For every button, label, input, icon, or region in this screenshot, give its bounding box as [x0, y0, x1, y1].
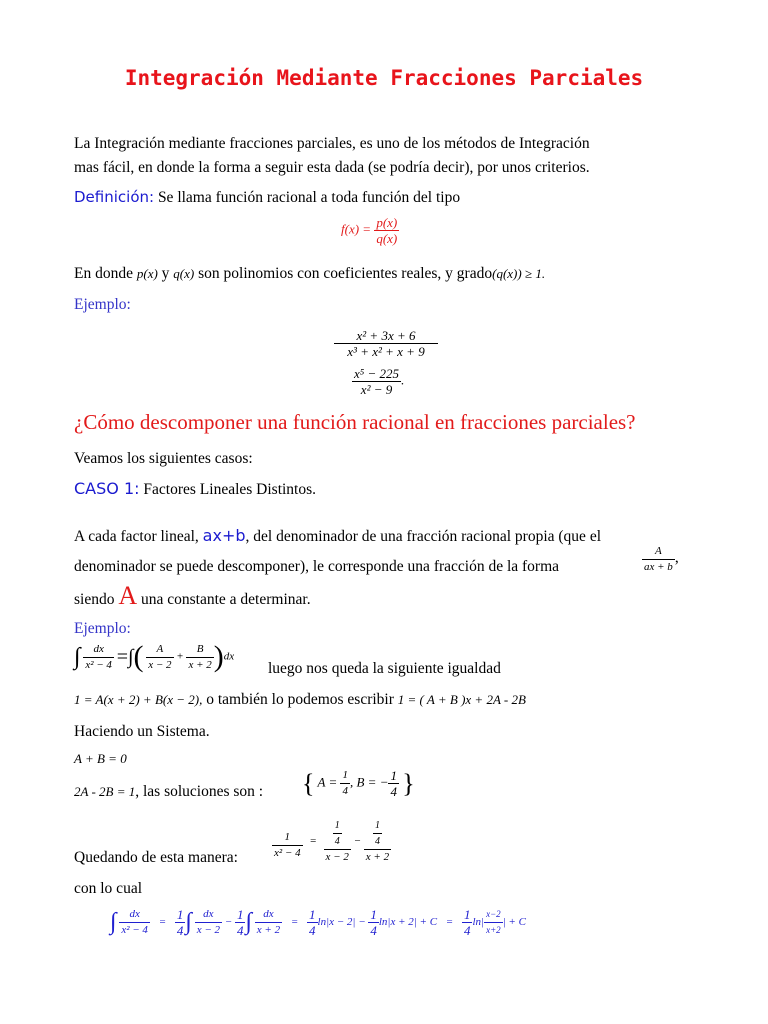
final-one-1: 1 [176, 907, 184, 922]
example-1-fraction-2 [352, 366, 404, 397]
decomposition [272, 818, 391, 865]
solutions-text: , las soluciones son : [135, 783, 264, 800]
system-line-2 [74, 780, 263, 804]
para-text-2: denominador se puede descomponer), le corresponde una fracción de la forma [74, 558, 560, 575]
sistema-heading: Haciendo un Sistema. [74, 723, 210, 740]
quarter-num-2: 1 [373, 818, 382, 834]
formula-fraction [374, 215, 399, 246]
identity-line [74, 688, 526, 712]
luego-text: luego nos queda la siguiente igualdad [268, 660, 501, 677]
one-numerator: 1 [340, 768, 350, 784]
example-1-den-2: x² − 9 [360, 382, 393, 397]
formula-denominator: q(x) [376, 231, 398, 246]
final-four-4: 4 [370, 923, 377, 938]
x-plus-2-den: x + 2 [365, 851, 390, 863]
quarter-den: 4 [334, 836, 340, 847]
identity-text: o también lo podemos escribir [206, 691, 394, 708]
section-heading: ¿Cómo descomponer una función racional en fracciones parciales? [74, 410, 636, 434]
final-frac-den: x+2 [486, 925, 501, 935]
en-donde-line [74, 262, 545, 286]
final-integral-2: ∫ [185, 909, 192, 935]
final-tail: | + C [502, 916, 526, 929]
final-dx-3: dx [255, 907, 282, 923]
comma: , [674, 549, 679, 567]
four-denominator: 4 [342, 785, 348, 797]
form-fraction [642, 544, 679, 575]
coef-b: B [186, 642, 213, 658]
identity-equation-2: 1 = ( A + B )x + 2A - 2B [397, 692, 526, 707]
final-four-2: 4 [236, 923, 244, 938]
final-ln-1: ln|x − 2| − [317, 916, 366, 929]
quarter-num: 1 [333, 818, 342, 834]
right-paren: ) [213, 640, 224, 673]
final-xp2: x + 2 [256, 924, 281, 936]
final-one-3: 1 [309, 907, 316, 922]
x-plus-2: x + 2 [188, 658, 212, 671]
intro-line-1: La Integración mediante fracciones parciales, es uno de los métodos de Integración [74, 135, 590, 152]
para-text-3b: una constante a determinar. [141, 591, 311, 608]
example-1-fraction-1 [334, 328, 438, 359]
coef-a: A [146, 642, 173, 658]
example-1-num-2: x⁵ − 225 [354, 366, 400, 381]
en-donde-text: En donde [74, 265, 133, 282]
linear-factor: ax+b [202, 526, 246, 545]
formula-lhs: f(x) = [341, 221, 372, 237]
definition-label: Definición: [74, 188, 155, 206]
final-frac-num: x−2 [484, 907, 503, 923]
final-four-1: 4 [176, 923, 184, 938]
dx: dx [223, 650, 235, 663]
example-1-label: Ejemplo: [74, 296, 131, 313]
definition-text: Se llama función racional a toda función del tipo [157, 189, 461, 206]
constant-a: A [118, 581, 138, 610]
example-2-label: Ejemplo: [74, 620, 131, 637]
final-equals-3: = [445, 916, 454, 929]
x2-minus-4: x² − 4 [85, 658, 112, 671]
final-ln-3: ln| [472, 916, 485, 929]
period: . [401, 372, 405, 388]
example-1-den-1: x³ + x² + x + 9 [347, 344, 425, 359]
final-one-5: 1 [463, 907, 471, 922]
para-text-1a: A cada factor lineal, [74, 528, 199, 545]
final-xm2: x − 2 [196, 924, 221, 936]
b-equals: , B = − [349, 774, 389, 790]
one-over: 1 [272, 830, 303, 846]
left-paren: ( [133, 640, 144, 673]
identity-equation: 1 = A(x + 2) + B(x − 2), [74, 692, 203, 707]
final-dx-2: dx [195, 907, 222, 923]
caso-1-text: Factores Lineales Distintos. [143, 481, 317, 498]
definition-formula [341, 215, 399, 246]
veamos-line: Veamos los siguientes casos: [74, 450, 253, 467]
p-of-x: p(x) [136, 266, 158, 281]
final-minus: − [224, 916, 233, 929]
en-donde-text-2: son polinomios con coeficientes reales, y grado [198, 265, 493, 282]
caso-1-label: CASO 1: [74, 479, 140, 498]
definition-line [74, 185, 460, 210]
con-lo-cual: con lo cual [74, 880, 143, 897]
final-one-4: 1 [370, 907, 377, 922]
final-result [110, 907, 526, 938]
final-integral-1: ∫ [110, 909, 117, 935]
example-2-integral [74, 640, 234, 674]
system-equation-1: A + B = 0 [74, 751, 127, 766]
para-text-1b: , del denominador de una fracción racional propia (que el [245, 528, 602, 545]
final-ln-2: ln|x + 2| + C [378, 916, 438, 929]
equals-integral: =∫ [116, 645, 134, 668]
final-one-2: 1 [236, 907, 244, 922]
quedando-text: Quedando de esta manera: [74, 849, 238, 866]
solutions-set [302, 768, 415, 799]
final-integral-3: ∫ [245, 909, 253, 935]
final-equals-1: = [158, 916, 167, 929]
degree-condition: (q(x)) ≥ 1. [492, 266, 546, 281]
system-equation-2: 2A - 2B = 1 [74, 784, 136, 799]
example-1-num-1: x² + 3x + 6 [334, 328, 438, 344]
final-equals-2: = [290, 916, 299, 929]
x2-minus-4-den: x² − 4 [274, 847, 301, 860]
final-four-3: 4 [309, 923, 316, 938]
one-numerator-b: 1 [390, 768, 397, 783]
page-title: Integración Mediante Fracciones Parciales [124, 66, 644, 90]
intro-line-2: mas fácil, en donde la forma a seguir esta dada (se podría decir), por unos criterios. [74, 159, 590, 176]
equals-sign: = [309, 835, 317, 848]
minus-sign: − [353, 835, 362, 848]
quarter-den-2: 4 [374, 836, 380, 847]
caso-1-line [74, 477, 316, 502]
final-four-5: 4 [463, 923, 471, 938]
right-brace: } [402, 768, 415, 798]
four-denominator-b: 4 [390, 784, 397, 799]
paragraph-line-3 [74, 581, 311, 612]
final-dx-1: dx [119, 907, 150, 923]
final-den-0: x² − 4 [121, 924, 148, 936]
q-of-x: q(x) [173, 266, 195, 281]
form-numerator: A [642, 544, 675, 560]
x-minus-2-den: x − 2 [325, 851, 349, 863]
plus-sign: + [176, 650, 184, 663]
dx-numerator: dx [83, 642, 114, 658]
paragraph-line-1 [74, 524, 601, 549]
para-text-3a: siendo [74, 591, 115, 608]
x-minus-2: x − 2 [148, 658, 172, 671]
formula-numerator: p(x) [376, 215, 398, 230]
integral-sign: ∫ [74, 643, 81, 670]
paragraph-line-2 [74, 555, 559, 579]
conjunction-y: y [161, 265, 170, 282]
a-equals: A = [317, 774, 338, 790]
form-denominator: ax + b [644, 561, 673, 573]
left-brace: { [302, 768, 315, 798]
